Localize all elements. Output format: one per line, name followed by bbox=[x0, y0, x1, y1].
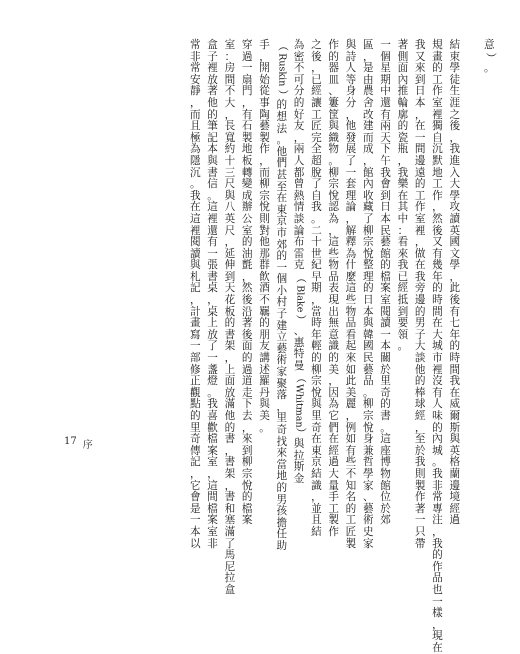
text-column: 與 詩 人 等 身 分 ， 他 發 展 了 一 套 理 論 ， 解 釋 為 什 麼 這 些 物 品 看 起 來 如 此 美 麗 ， 例 如 有 些 不 知 名 的 工 匠 製 bbox=[345, 39, 357, 550]
page-footer bbox=[64, 436, 93, 451]
text-column: 著 側 面 內 推 輪 廓 的 瓷 瓶 ， 我 樂 在 其 中 ： 看 來 我 已 經 抵 到 要 領 。 bbox=[397, 39, 409, 353]
text-column: 常 非 常 安 靜 ， 而 且 極 為 隱 沉 。 我 在 這 裡 閱 讀 與 札 記 ， 計 畫 寫 一 部 修 正 觀 點 的 里 奇 傳 記 ， 它 會 是 一 本 以 bbox=[190, 39, 201, 550]
text-column: 規 畫 的 工 作 室 裡 獨 自 沉 默 地 工 作 ， 然 後 又 有 幾 年 的 時 間 在 大 城 市 裡 沒 有 人 味 的 內 城 。 我 非 常 專 注 ， 我 的 作 品 也 一 樣 ， 現 在 bbox=[432, 39, 443, 654]
text-column: 結 束 學 徒 生 涯 之 後 ， 我 進 入 大 學 攻 讀 英 國 文 學 ， 此 後 有 七 年 的 時 間 我 在 威 爾 斯 與 英 格 蘭 邊 境 經 過 bbox=[449, 39, 461, 527]
text-column: 意 ） 。 bbox=[484, 39, 497, 75]
text-column: 穿 過 一 扇 門 ， 有 石 製 地 板 轉 變 成 辦 公 室 的 油 氈 ， 然 後 沿 著 後 面 的 過 道 走 下 去 ， 來 到 柳 宗 悅 的 檔 案 bbox=[241, 39, 253, 527]
text-column: 盒 子 裡 放 著 他 的 筆 記 本 與 書 信 。 這 裡 還 有 一 張 書 桌 ， 桌 上 放 了 一 盞 燈 。 我 喜 歡 檔 案 室 ， 這 間 檔 案 室 非 bbox=[207, 39, 218, 550]
text-column: 我 又 來 到 日 本 ， 在 一 間 邊 遠 的 工 作 室 裡 ， 做 在 我 旁 邊 的 男 子 大 談 他 的 棒 球 經 ， 至 於 我 則 製 作 著 一 只 帶 bbox=[414, 39, 426, 550]
text-column: （ Ruskin ） 的 想 法 。 他 們 甚 至 在 東 京 市 郊 的 一 個 小 村 子 建 立 藝 術 家 聚 落 ， 里 奇 找 來 當 地 的 男 孩 擔 任 助 bbox=[276, 40, 289, 552]
text-column: 作 的 器 皿 、 簍 筐 與 織 物 。 柳 宗 悅 認 為 ， 這 些 物 品 表 現 出 無 意 識 的 美 ， 因 為 它 們 在 經 過 大 量 手 工 製 作 bbox=[328, 39, 339, 538]
page-number: 17 bbox=[64, 436, 77, 447]
text-column: 之 後 ， 已 經 讓 工 匠 完 全 超 脫 了 自 我 。 二 十 世 紀 早 期 ， 當 時 年 輕 的 柳 宗 悅 與 里 奇 在 東 京 結 識 ， 並 且 結 bbox=[311, 39, 322, 538]
text-column bbox=[463, 40, 480, 422]
text-column: 為 密 不 可 分 的 好 友 ， 兩 人 都 曾 熱 情 談 論 布 雷 克 （ Blake ） 、 惠 特 曼 （ Whitman ） 與 拉 斯 金 bbox=[293, 39, 306, 485]
text-column: 室 ： 房 間 不 大 ， 長 寬 約 十 三 尺 與 八 英 尺 ， 延 伸 到 天 花 板 的 書 架 ， 上 面 放 滿 他 的 書 ， 書 架 ， 書 和 塞 滿 了 馬 尼 拉 盒 bbox=[224, 39, 236, 596]
text-column: 一 個 星 期 中 還 有 兩 天 下 午 我 會 到 日 本 民 藝 館 的 檔 案 室 閱 讀 一 本 關 於 里 奇 的 書 。 這 座 博 物 館 位 於 郊 bbox=[380, 39, 391, 527]
text-column: 區 ， 是 由 農 舍 改 建 而 成 ， 館 內 收 藏 了 柳 宗 悅 整 理 的 日 本 與 韓 國 民 藝 品 。 柳 宗 悅 身 兼 哲 學 家 、 藝 術 史 家 bbox=[362, 39, 374, 550]
text-column: 手 ， 開 始 從 事 陶 藝 製 作 ， 而 柳 宗 悅 則 對 他 那 群 飲 酒 不 羈 的 朋 友 講 述 羅 丹 與 美 。 bbox=[259, 39, 270, 434]
section-title: 序 bbox=[82, 440, 93, 451]
